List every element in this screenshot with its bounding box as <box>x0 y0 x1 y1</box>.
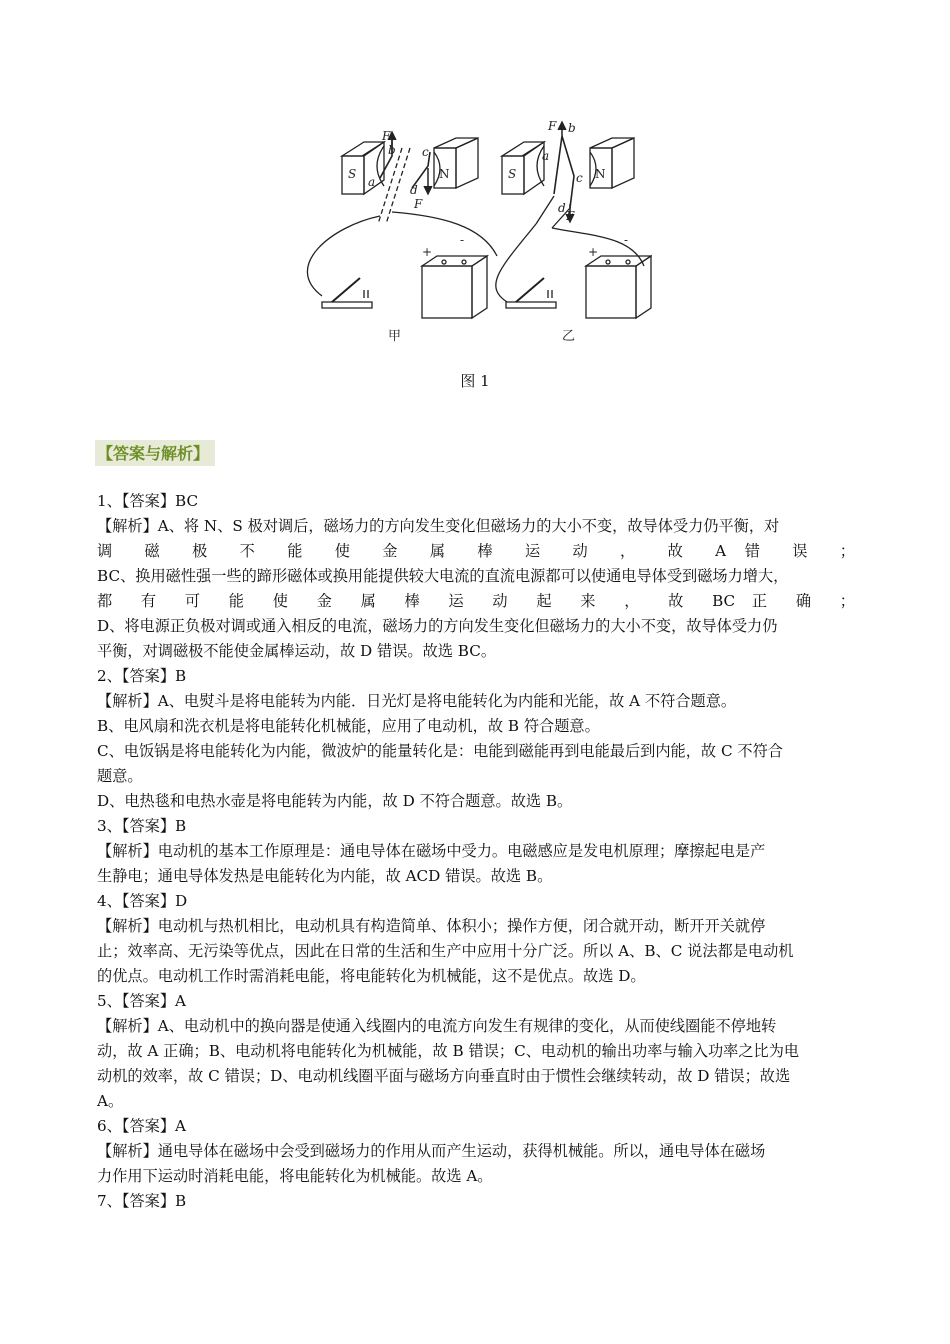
text-line: 动，故 A 正确；B、电动机将电能转化为机械能，故 B 错误；C、电动机的输出功率与输入功率之比为电 <box>97 1042 800 1060</box>
text-line: 4、【答案】D <box>97 892 188 910</box>
label-S-right: S <box>508 167 517 181</box>
text-line: 平衡，对调磁极不能使金属棒运动，故 D 错误。故选 BC。 <box>97 642 497 660</box>
text-line: BC、换用磁性强一些的蹄形磁体或换用能提供较大电流的直流电源都可以使通电导体受到磁场力增大， <box>97 567 789 585</box>
label-d-left: d <box>410 183 418 197</box>
text-line: A。 <box>97 1092 124 1110</box>
panel-right-label: 乙 <box>562 329 576 344</box>
text-line: 3、【答案】B <box>97 817 187 835</box>
panel-left-label: 甲 <box>388 329 402 344</box>
text-line: 力作用下运动时消耗电能，将电能转化为机械能。故选 A。 <box>97 1167 493 1185</box>
section-title: 【答案与解析】 <box>95 440 215 466</box>
label-plus-right: + <box>588 245 599 259</box>
label-a-left: a <box>368 175 376 189</box>
label-F-left-bottom: F <box>414 197 423 211</box>
text-line: 【解析】A、将 N、S 极对调后，磁场力的方向发生变化但磁场力的大小不变，故导体受力仍平衡，对 <box>97 517 780 535</box>
text-line: 动机的效率，故 C 错误；D、电动机线圈平面与磁场方向垂直时由于惯性会继续转动，故 D 错误；故选 <box>97 1067 791 1085</box>
text-line: 题意。 <box>97 767 143 785</box>
label-F-right-bottom: F <box>566 209 575 223</box>
text-line: B、电风扇和洗衣机是将电能转化机械能，应用了电动机，故 B 符合题意。 <box>97 717 600 735</box>
text-line: 生静电；通电导体发热是电能转化为内能，故 ACD 错误。故选 B。 <box>97 867 553 885</box>
label-minus-right: - <box>624 233 629 247</box>
label-F-right-top: F <box>548 119 557 133</box>
text-line: 1、【答案】BC <box>97 492 199 510</box>
text-line: 5、【答案】A <box>97 992 186 1010</box>
text-line: 【解析】电动机与热机相比，电动机具有构造简单、体积小；操作方便，闭合就开动，断开开关就停 <box>97 917 766 935</box>
text-line: 都 有 可 能 使 金 属 棒 运 动 起 来 ， 故 BC 正 确 ； <box>97 592 855 610</box>
label-plus-left: + <box>422 245 433 259</box>
label-b-right: b <box>568 121 576 135</box>
label-c-left: c <box>422 145 429 159</box>
label-minus-left: - <box>460 233 465 247</box>
text-line: C、电饭锅是将电能转化为内能，微波炉的能量转化是：电能到磁能再到电能最后到内能，故 C 不符合 <box>97 742 783 760</box>
text-line: D、将电源正负极对调或通入相反的电流，磁场力的方向发生变化但磁场力的大小不变，故导体受力仍 <box>97 617 778 635</box>
text-line: 【解析】A、电动机中的换向器是使通入线圈内的电流方向发生有规律的变化，从而使线圈能不停地转 <box>97 1017 777 1035</box>
label-a-right: a <box>542 149 550 163</box>
panel-left-diagram <box>307 132 497 318</box>
text-line: 止；效率高、无污染等优点，因此在日常的生活和生产中应用十分广泛。所以 A、B、C 说法都是电动机 <box>97 942 794 960</box>
label-d-right: d <box>558 201 566 215</box>
text-line: 2、【答案】B <box>97 667 187 685</box>
answers-body <box>97 489 855 1214</box>
text-line: 6、【答案】A <box>97 1117 186 1135</box>
label-F-left-top: F <box>382 129 391 143</box>
text-line: 【解析】A、电熨斗是将电能转为内能．日光灯是将电能转化为内能和光能，故 A 不符合题意。 <box>97 692 737 710</box>
motor-diagram-figure <box>292 116 652 348</box>
label-S-left: S <box>348 167 357 181</box>
label-N-right: N <box>595 167 606 181</box>
text-line: 【解析】电动机的基本工作原理是：通电导体在磁场中受力。电磁感应是发电机原理；摩擦起电是产 <box>97 842 766 860</box>
text-line: D、电热毯和电热水壶是将电能转为内能，故 D 不符合题意。故选 B。 <box>97 792 573 810</box>
figure-caption: 图 1 <box>460 372 490 390</box>
text-line: 调 磁 极 不 能 使 金 属 棒 运 动 ， 故 A 错 误 ； <box>97 542 855 560</box>
text-line: 的优点。电动机工作时需消耗电能，将电能转化为机械能，这不是优点。故选 D。 <box>97 967 646 985</box>
label-c-right: c <box>576 171 583 185</box>
label-N-left: N <box>439 167 450 181</box>
text-line: 【解析】通电导体在磁场中会受到磁场力的作用从而产生运动，获得机械能。所以，通电导体在磁场 <box>97 1142 766 1160</box>
text-line: 7、【答案】B <box>97 1192 187 1210</box>
label-b-left: b <box>388 143 396 157</box>
